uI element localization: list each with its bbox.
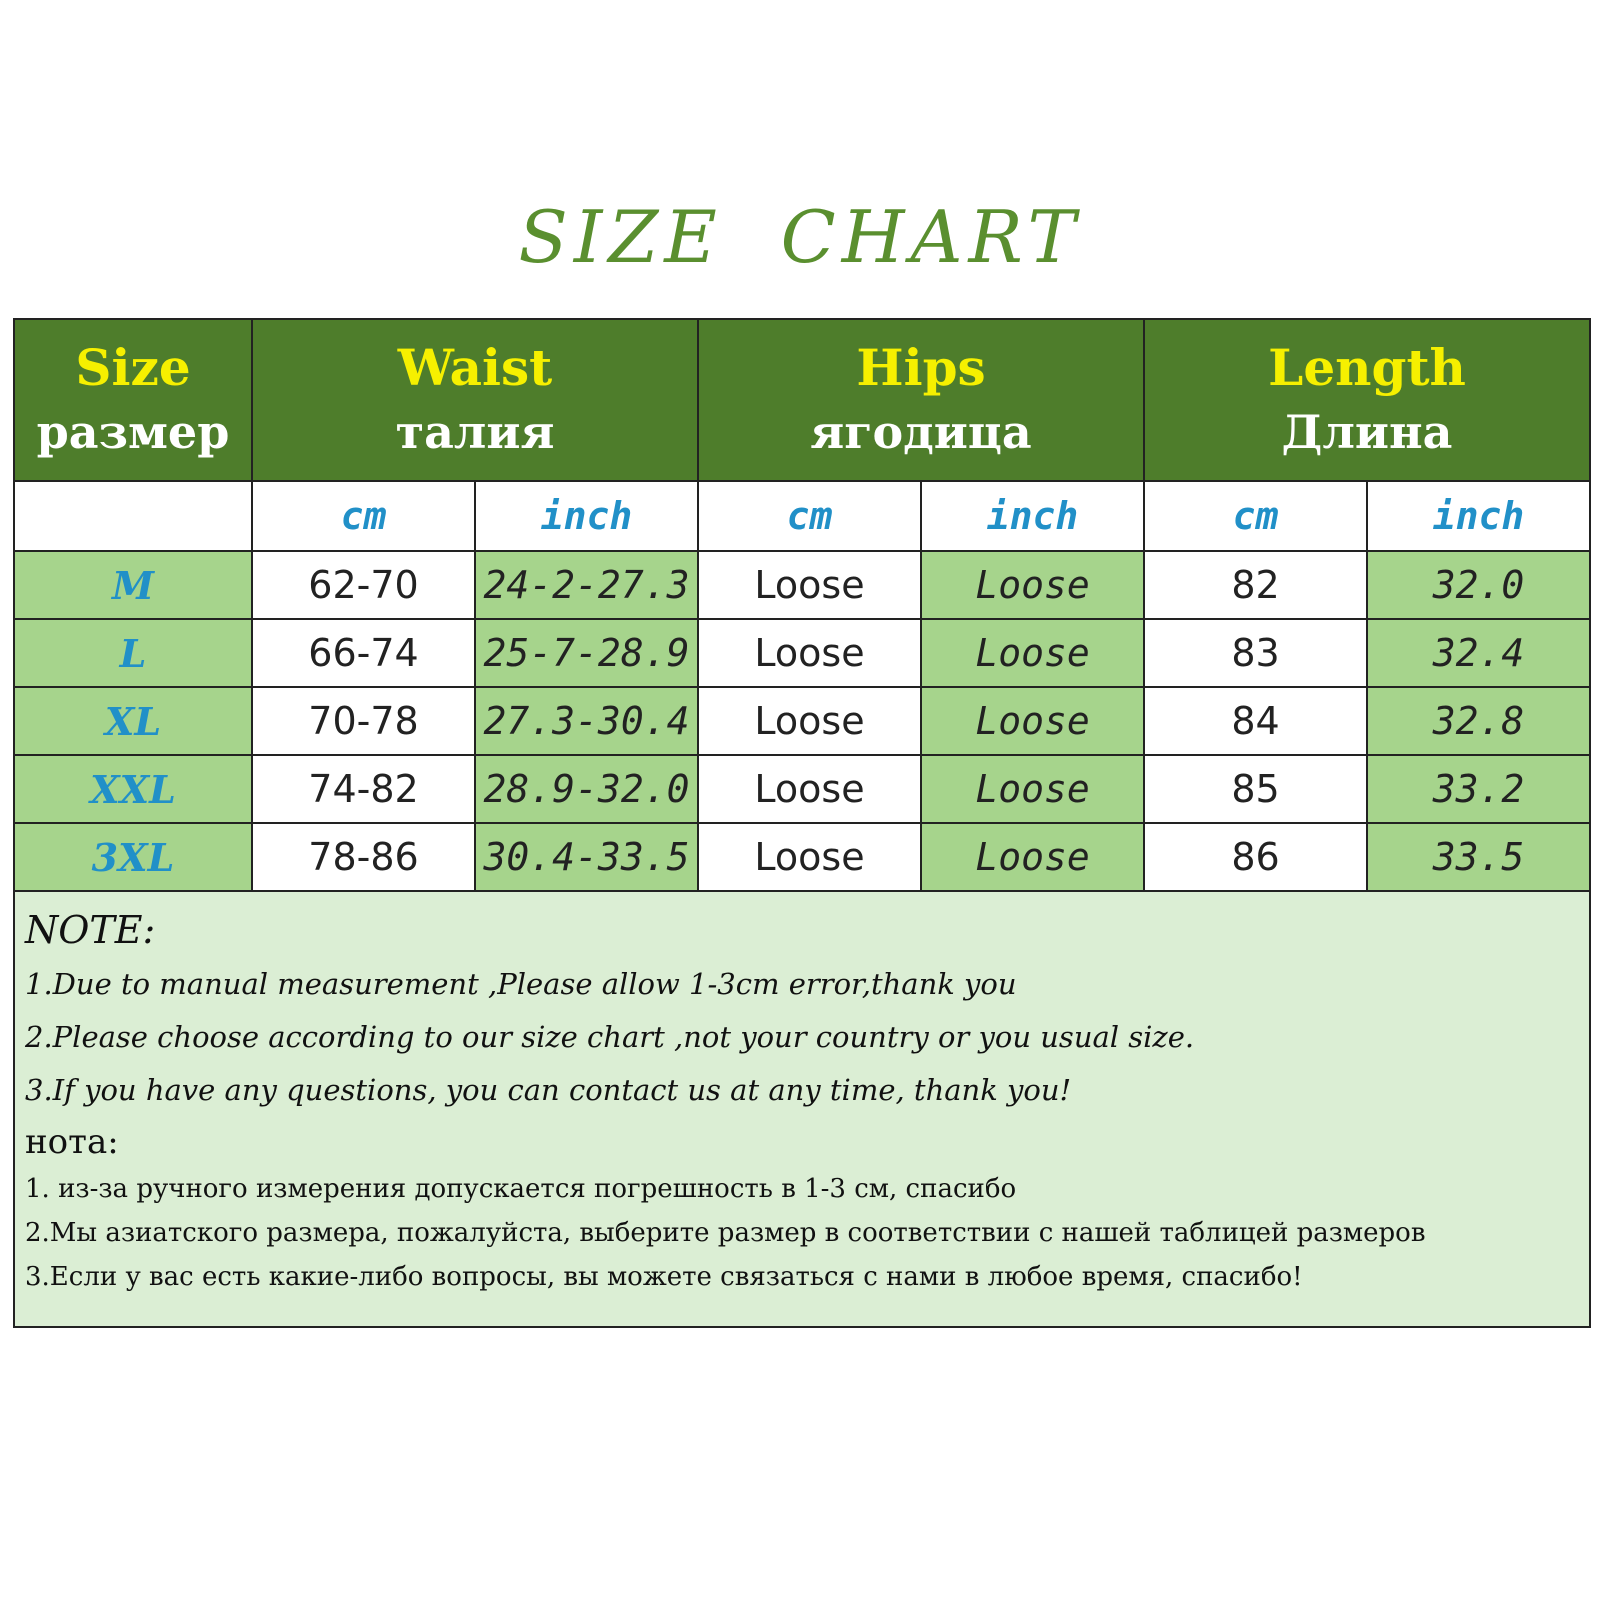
size-cell <box>14 551 252 619</box>
table-row <box>14 823 1590 891</box>
waist-inch-value: 28.9-32.0 <box>483 767 690 811</box>
length-inch-cell <box>1367 551 1590 619</box>
unit-waist-cm <box>252 481 475 551</box>
unit-label: cm <box>1232 494 1279 538</box>
size-cell <box>14 619 252 687</box>
header-waist-ru: талия <box>395 405 555 459</box>
header-length-en: Length <box>1268 338 1466 397</box>
waist-inch-cell <box>475 755 698 823</box>
hips-cm-cell <box>698 619 921 687</box>
hips-cm-value: Loose <box>754 699 865 743</box>
length-cm-value: 82 <box>1231 563 1280 607</box>
notes-cell <box>14 891 1590 1327</box>
hips-inch-cell <box>921 687 1144 755</box>
hips-inch-cell <box>921 551 1144 619</box>
table-row <box>14 755 1590 823</box>
note-line-en-1: 1.Due to manual measurement ,Please allow 1-3cm error,thank you <box>25 967 1017 1001</box>
length-cm-value: 83 <box>1231 631 1280 675</box>
unit-label: cm <box>786 494 833 538</box>
length-inch-value: 32.0 <box>1432 563 1525 607</box>
header-waist-en: Waist <box>397 338 553 397</box>
size-label: M <box>111 562 155 608</box>
length-cm-value: 84 <box>1231 699 1280 743</box>
hips-cm-cell <box>698 551 921 619</box>
waist-inch-cell <box>475 687 698 755</box>
header-size <box>14 319 252 481</box>
length-inch-cell <box>1367 823 1590 891</box>
size-label: 3XL <box>91 834 175 880</box>
note-title-en: NOTE: <box>25 908 156 952</box>
length-inch-cell <box>1367 687 1590 755</box>
hips-inch-value: Loose <box>975 631 1090 675</box>
note-line-en-2: 2.Please choose according to our size chart ,not your country or you usual size. <box>25 1020 1195 1054</box>
length-cm-value: 86 <box>1231 835 1280 879</box>
hips-cm-value: Loose <box>754 563 865 607</box>
note-line-ru-3: 3.Если у вас есть какие-либо вопросы, вы можете связаться с нами в любое время, спасибо! <box>25 1262 1303 1292</box>
waist-cm-value: 78-86 <box>308 835 419 879</box>
waist-inch-value: 24-2-27.3 <box>483 563 690 607</box>
hips-cm-cell <box>698 823 921 891</box>
hips-inch-value: Loose <box>975 563 1090 607</box>
length-cm-cell <box>1144 687 1367 755</box>
size-cell <box>14 823 252 891</box>
header-length-ru: Длина <box>1281 405 1453 459</box>
size-cell <box>14 755 252 823</box>
waist-inch-value: 27.3-30.4 <box>483 699 690 743</box>
hips-cm-value: Loose <box>754 767 865 811</box>
hips-inch-cell <box>921 755 1144 823</box>
unit-length-cm <box>1144 481 1367 551</box>
unit-label: inch <box>1432 494 1525 538</box>
table-row <box>14 687 1590 755</box>
waist-cm-value: 70-78 <box>308 699 419 743</box>
length-cm-cell <box>1144 551 1367 619</box>
waist-cm-cell <box>252 687 475 755</box>
header-hips-ru: ягодица <box>810 405 1032 459</box>
size-chart-title: SIZE CHART <box>518 195 1082 279</box>
length-cm-cell <box>1144 823 1367 891</box>
table-row <box>14 619 1590 687</box>
units-row <box>14 481 1590 551</box>
hips-cm-cell <box>698 755 921 823</box>
length-inch-cell <box>1367 619 1590 687</box>
table-row <box>14 551 1590 619</box>
size-label: XL <box>104 698 162 744</box>
header-size-ru: размер <box>36 405 230 459</box>
header-row <box>14 319 1590 481</box>
header-hips <box>698 319 1144 481</box>
unit-hips-inch <box>921 481 1144 551</box>
unit-label: inch <box>986 494 1079 538</box>
hips-inch-cell <box>921 823 1144 891</box>
unit-hips-cm <box>698 481 921 551</box>
waist-inch-value: 30.4-33.5 <box>483 835 690 879</box>
note-line-ru-1: 1. из-за ручного измерения допускается погрешность в 1-3 см, спасибо <box>25 1174 1017 1204</box>
unit-waist-inch <box>475 481 698 551</box>
header-size-en: Size <box>75 338 191 397</box>
waist-cm-cell <box>252 755 475 823</box>
note-line-en-3: 3.If you have any questions, you can contact us at any time, thank you! <box>25 1073 1072 1107</box>
length-cm-value: 85 <box>1231 767 1280 811</box>
hips-inch-value: Loose <box>975 835 1090 879</box>
unit-label: cm <box>340 494 387 538</box>
length-inch-value: 33.5 <box>1432 835 1525 879</box>
length-inch-value: 32.8 <box>1432 699 1525 743</box>
hips-cm-cell <box>698 687 921 755</box>
header-length <box>1144 319 1590 481</box>
length-inch-value: 32.4 <box>1432 631 1525 675</box>
waist-inch-cell <box>475 823 698 891</box>
hips-cm-value: Loose <box>754 631 865 675</box>
waist-inch-value: 25-7-28.9 <box>483 631 690 675</box>
length-cm-cell <box>1144 619 1367 687</box>
header-waist <box>252 319 698 481</box>
waist-cm-cell <box>252 619 475 687</box>
notes-row <box>14 891 1590 1327</box>
note-title-ru: нота: <box>25 1122 119 1162</box>
length-inch-value: 33.2 <box>1432 767 1525 811</box>
size-cell <box>14 687 252 755</box>
size-chart-table <box>13 318 1591 1328</box>
waist-cm-value: 74-82 <box>308 767 419 811</box>
hips-cm-value: Loose <box>754 835 865 879</box>
waist-cm-cell <box>252 823 475 891</box>
waist-cm-cell <box>252 551 475 619</box>
unit-label: inch <box>540 494 633 538</box>
size-label: XXL <box>90 766 176 812</box>
length-inch-cell <box>1367 755 1590 823</box>
waist-inch-cell <box>475 551 698 619</box>
hips-inch-value: Loose <box>975 767 1090 811</box>
unit-length-inch <box>1367 481 1590 551</box>
waist-inch-cell <box>475 619 698 687</box>
size-label: L <box>119 630 147 676</box>
header-hips-en: Hips <box>856 338 986 397</box>
note-line-ru-2: 2.Мы азиатского размера, пожалуйста, выберите размер в соответствии с нашей таблицей размеров <box>25 1218 1426 1248</box>
waist-cm-value: 66-74 <box>308 631 419 675</box>
units-blank <box>14 481 252 551</box>
waist-cm-value: 62-70 <box>308 563 419 607</box>
hips-inch-value: Loose <box>975 699 1090 743</box>
length-cm-cell <box>1144 755 1367 823</box>
hips-inch-cell <box>921 619 1144 687</box>
